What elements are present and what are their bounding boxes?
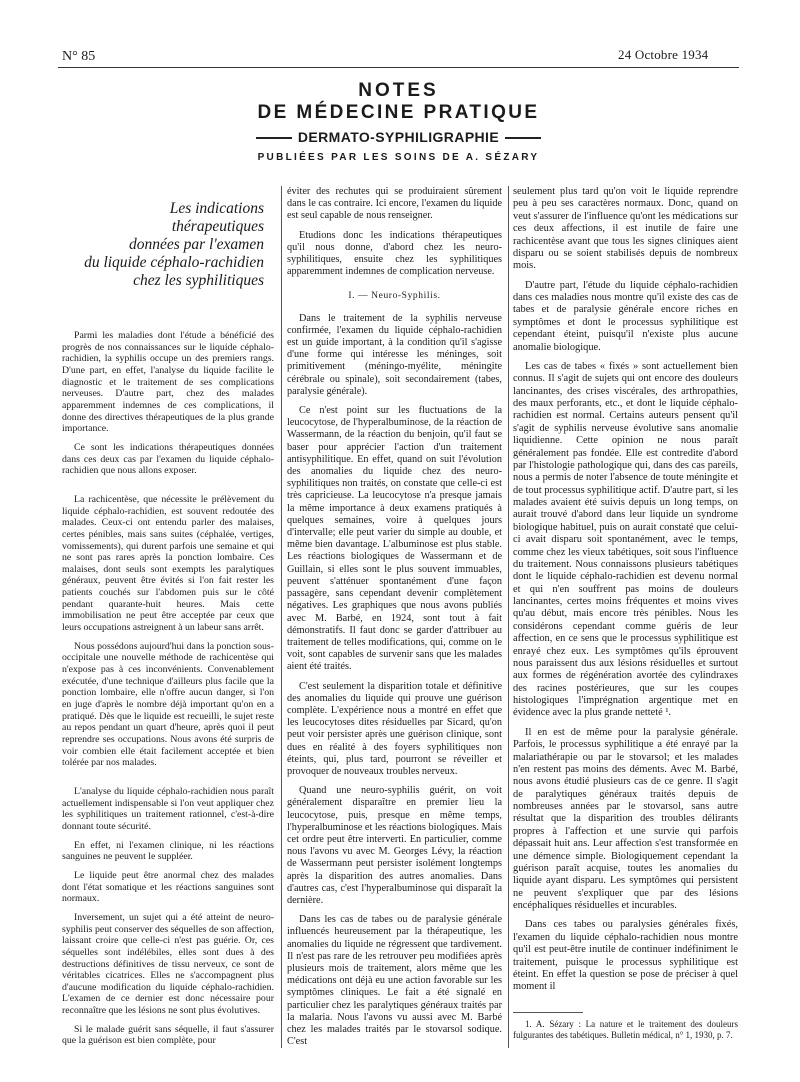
paragraph: La rachicentèse, que nécessite le prélèvement du liquide céphalo-rachidien, est souvent redoutée des malades. Ceux-ci ont entendu parler des malaises, certes pénibles, mais sans suites (céphalée, vertiges, vomissements), qui durent parfois une semaine et qui ne sont pas rares après la ponction lombaire. Ces malaises, dont seuls sont exempts les paralytiques généraux, peuvent être évités si l'on fait rester les patients couchés sur l'abdomen puis sur le côté pendant quarante-huit heures. Mais cette immobilisation ne peut être acceptée par ceux que leurs occupations astreignent à un labeur sans arrêt. xyxy=(62,493,274,634)
issue-date: 24 Octobre 1934 xyxy=(618,47,709,62)
paragraph: Dans les cas de tabes ou de paralysie générale influencés heureusement par la thérapeutique, les anomalies du liquide ne régressent que tardivement. Il n'est pas rare de les retrouver peu modifiées après plusieurs mois de traitement, alors même que les médications ont déjà eu une action favorable sur les symptômes cliniques. Le fait a été signalé en particulier chez les paralytiques généraux traités par la malaria. Nous l'avons vu aussi avec M. Barbé chez les malades traités par le stovarsol sodique. C'est xyxy=(287,914,502,1048)
paragraph: Le liquide peut être anormal chez des malades dont l'état somatique et les réactions sanguines sont normaux. xyxy=(62,869,274,905)
paragraph: L'analyse du liquide céphalo-rachidien nous paraît actuellement indispensable si l'on veut appliquer chez les syphilitiques un traitement rationnel, c'est-à-dire donnant toute sécurité. xyxy=(62,785,274,832)
section-heading: I. — Neuro-Syphilis. xyxy=(348,291,441,302)
paragraph: Nous possédons aujourd'hui dans la ponction sous-occipitale une nouvelle méthode de rachicentèse qui n'expose pas à ces inconvénients. Convenablement exécutée, d'une technique d'ailleurs plus facile que la ponction lombaire, elle n'offre aucun danger, si l'on en juge d'après le nombre déjà important qu'on en a pratiqué. Dès que le liquide est recueilli, le sujet reste au repos pendant un quart d'heure, après quoi il peut reprendre ses occupations. Nous avons été surpris de voir combien elle était facilement acceptée et bien tolérée par nos malades. xyxy=(62,640,274,769)
article-title-line: données par l'examen xyxy=(128,236,264,253)
paragraph: Dans ces tabes ou paralysies générales fixés, l'examen du liquide céphalo-rachidien nous montre qu'il est peut-être inutile de continuer indéfiniment le traitement, puisque le processus syphilitique est éteint. En effet la question se pose de préciser à quel moment il xyxy=(513,919,738,993)
paragraph: Ce sont les indications thérapeutiques données dans ces deux cas par l'examen du liquide céphalo-rachidien que nous allons exposer. xyxy=(62,441,274,477)
specialty-label: DERMATO-SYPHILIGRAPHIE xyxy=(297,129,500,145)
column-divider-2 xyxy=(508,186,509,1048)
paragraph: Si le malade guérit sans séquelle, il faut s'assurer que la guérison est bien complète, pour xyxy=(62,1023,274,1047)
paragraph: éviter des rechutes qui se produiraient sûrement dans le cas contraire. Ici encore, l'examen du liquide est seul capable de nous renseigner. xyxy=(287,186,502,222)
paragraph: C'est seulement la disparition totale et définitive des anomalies du liquide qui prouve une guérison complète. L'expérience nous a montré en effet que les leucocytoses dites résiduelles par Sicard, qu'on peut voir persister après une guérison clinique, sont dues en réalité à des foyers syphilitiques non éteints, qui, plus tard, pourront se réveiller et provoquer de nouveaux troubles nerveux. xyxy=(287,680,502,777)
footnote: 1. A. Sézary : La nature et le traitement des douleurs fulgurantes des tabétiques. Bulletin médical, n° 1, 1930, p. 7. xyxy=(513,1018,738,1040)
masthead-editor: PUBLIÉES PAR LES SOINS DE A. SÉZARY xyxy=(257,152,540,163)
column-2 xyxy=(287,186,502,1055)
article-title-line: du liquide céphalo-rachidien xyxy=(84,254,264,271)
masthead-specialty xyxy=(58,127,739,147)
paragraph: Ce n'est point sur les fluctuations de la leucocytose, de l'hyperalbuminose, de la réaction de Wassermann, de la réaction du benjoin, qu'il faut se baser pour apprécier l'action d'un traitement antisyphilitique. En effet, quand on suit l'évolution des anomalies du liquide chez des neuro-syphilitiques non traités, on constate que celle-ci est très capricieuse. La leucocytose n'a presque jamais la même importance à deux examens pratiqués à quelques semaines, voire à quelques jours d'intervalle; elle peut varier du simple au double, et même bien davantage. L'albuminose est plus stable. Les réactions biologiques de Wassermann et de Guillain, si elles sont le plus souvent immuables, peuvent s'atténuer spontanément d'une façon passagère, sans cependant devenir complètement négatives. Les graphiques que nous avons publiés avec M. Barbé, en 1924, sont tout à fait démonstratifs. Il faut donc se garder d'attribuer au traitement de telles modifications, qui, comme on le voit, sont capables de survenir sans que les malades aient été traités. xyxy=(287,405,502,673)
paragraph: Parmi les maladies dont l'étude a bénéficié des progrès de nos connaissances sur le liquide céphalo-rachidien, la syphilis occupe un des premiers rangs. D'une part, en effet, l'analyse du liquide facilite le diagnostic et le traitement de ses complications nerveuses. D'autre part, chez des malades apparemment indemnes de ces complications, il donne des directives thérapeutiques de la plus grande importance. xyxy=(62,330,274,435)
masthead-subtitle: DE MÉDECINE PRATIQUE xyxy=(257,102,540,123)
masthead xyxy=(58,80,739,166)
footnote-rule xyxy=(513,1012,583,1013)
column-divider-1 xyxy=(281,186,282,1048)
paragraph: Les cas de tabes « fixés » sont actuellement bien connus. Il s'agit de sujets qui ont encore des douleurs lancinantes, des crises viscérales, des arthropathies, des maux perforants, etc., et dont le liquide céphalo-rachidien est normal. Certains auteurs pensent qu'il s'agit de syphilis nerveuse évolutive sans anomalie liquidienne. Cette opinion ne nous paraît généralement pas fondée. Elle est contredite d'abord par l'histologie pathologique qui, dans des cas pareils, nous a permis de noter l'absence de toute méningite et de tout processus syphilitique actif. D'autre part, si les malades avaient été suivis depuis un long temps, on aurait trouvé d'abord dans leur liquide un syndrome biologique habituel, puis on aurait constaté que celui-ci avait disparu soit spontanément, avec le temps, comme chez les vieux tabétiques, soit sous l'influence du traitement. Nous connaissons plusieurs tabétiques dont le liquide céphalo-rachidien est devenu normal et qui n'en souffrent pas moins de douleurs lancinantes, certes moins fréquentes et moins vives qu'au début, mais encore très pénibles. Nous les considérons cependant comme guéris de leur affection, en ce sens que le processus syphilitique est enrayé chez eux. Les symptômes qu'ils éprouvent nous paraissent dus aux lésions résiduelles et surtout aux formes de régénération avortée des cylindraxes des racines postérieures, que sur les coupes histologiques l'imprégnation argentique met en évidence avec la plus grande netteté ¹. xyxy=(513,360,738,719)
paragraph: Inversement, un sujet qui a été atteint de neuro-syphilis peut conserver des séquelles de son affection, laissant croire que celle-ci n'est pas guérie. Or, ces séquelles sont indélébiles, elles sont dues à des destructions définitives de tissu nerveux, ce sont de véritables cicatrices. Elles ne s'accompagnent plus d'aucune modification du liquide céphalo-rachidien. L'examen de ce dernier est donc nécessaire pour reconnaître que les lésions ne sont plus évolutives. xyxy=(62,911,274,1017)
paragraph: D'autre part, l'étude du liquide céphalo-rachidien dans ces maladies nous montre qu'il existe des cas de tabes et de paralysie générale encore riches en symptômes et dont le processus syphilitique est cependant éteint, puisqu'il n'existe plus aucune anomalie biologique. xyxy=(513,279,738,353)
article-title xyxy=(76,200,264,290)
paragraph: Dans le traitement de la syphilis nerveuse confirmée, l'examen du liquide céphalo-rachidien est un guide important, à la condition qu'il s'agisse d'une forme qui intéresse les méninges, soit primitivement (méningo-myélite, méningite cérébrale ou spinale), soit secondairement (tabes, paralysie générale). xyxy=(287,312,502,397)
paragraph: Il en est de même pour la paralysie générale. Parfois, le processus syphilitique a été enrayé par la malariathérapie ou par le stovarsol; et les malades n'en restent pas moins des déments. Avec M. Barbé, nous avons étudié plusieurs cas de ce genre. Il s'agit de paralytiques généraux traités depuis de nombreuses années par le stovarsol, sans autre résultat que la disparition des troubles délirants propres à l'affection et une survie qui parfois dépassait huit ans. Leur affection s'est transformée en une démence simple. Biologiquement cependant la guérison paraît acquise, toutes les anomalies du liquide ayant disparu. Les symptômes qui persistent ne peuvent s'expliquer que par des lésions encéphaliques résiduelles et incurables. xyxy=(513,726,738,911)
article-title-line: Les indications thérapeutiques xyxy=(169,200,264,235)
paragraph: Etudions donc les indications thérapeutiques qu'il nous donne, d'abord chez les neuro-syphilitiques, ensuite chez les syphilitiques apparemment indemnes de complication nerveuse. xyxy=(287,229,502,278)
dash-left xyxy=(256,137,292,139)
paragraph: En effet, ni l'examen clinique, ni les réactions sanguines ne peuvent le suppléer. xyxy=(62,839,274,863)
paragraph: seulement plus tard qu'on voit le liquide reprendre peu à peu ses caractères normaux. Donc, quand on veut s'assurer de l'influence qu'ont les médications sur ces deux affections, il est inutile de faire une rachicentèse avant que tous les signes cliniques aient disparu ou se soient stabilisés depuis de nombreux mois. xyxy=(513,186,738,272)
article-title-line: chez les syphilitiques xyxy=(133,272,264,289)
issue-number: N° 85 xyxy=(62,49,96,64)
column-3 xyxy=(513,186,738,1041)
column-1 xyxy=(62,186,274,1054)
header-rule xyxy=(58,67,739,68)
paragraph: Quand une neuro-syphilis guérit, on voit généralement disparaître en premier lieu la leucocytose, puis, presque en même temps, l'hyperalbuminose et les réactions biologiques. Mais cet ordre peut être interverti. En particulier, comme nous l'avons vu avec M. Georges Lévy, la réaction de Wassermann peut persister isolément longtemps après la disparition des autres anomalies. Dans d'autres cas, c'est l'hyperalbuminose qui disparaît la dernière. xyxy=(287,785,502,906)
masthead-title: NOTES xyxy=(358,80,439,101)
dash-right xyxy=(505,137,541,139)
